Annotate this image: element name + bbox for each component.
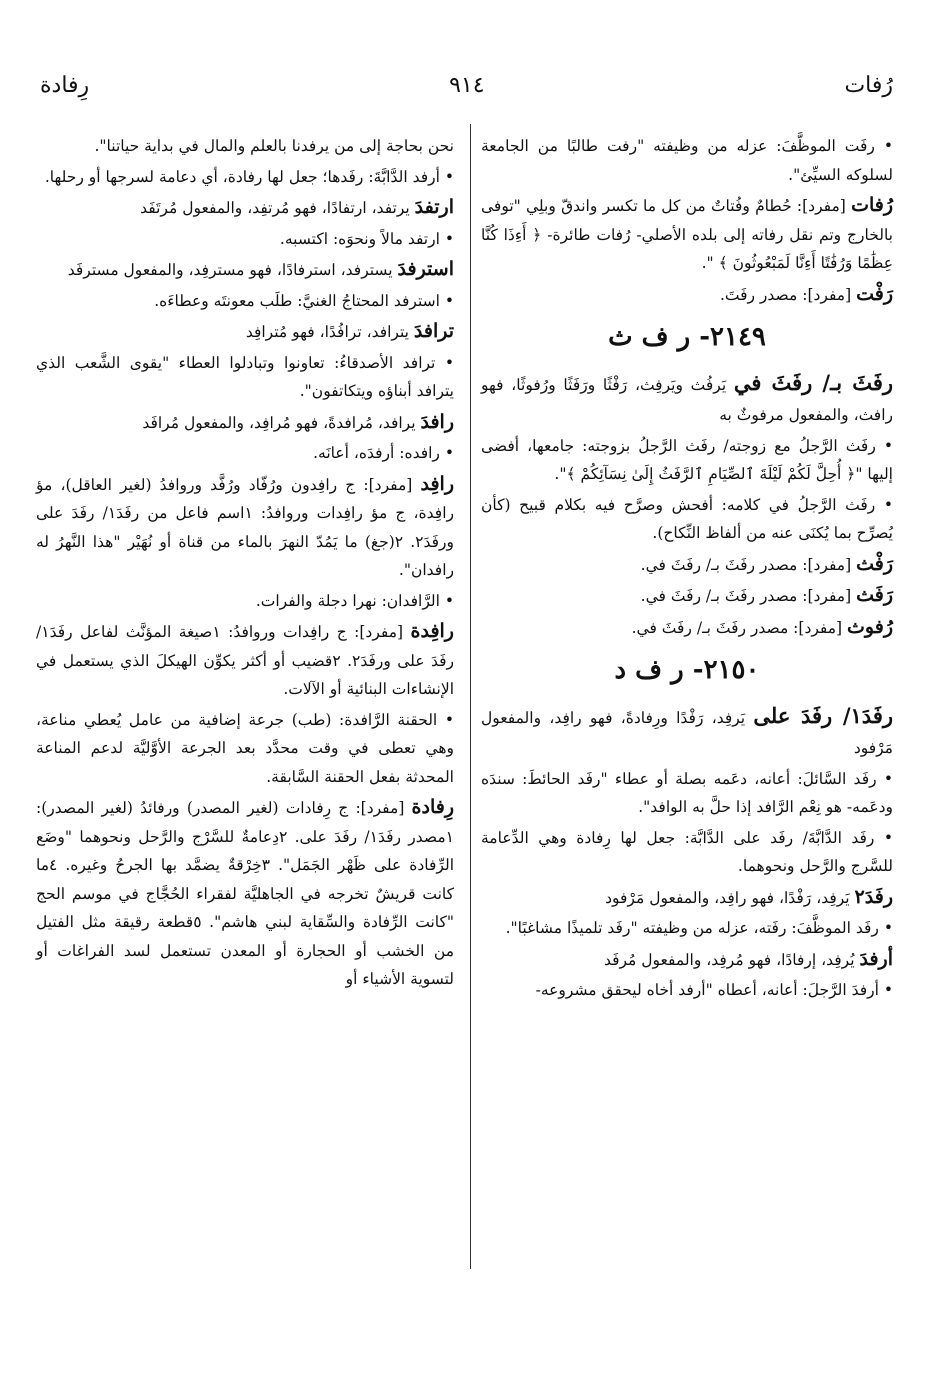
dictionary-entry (481, 883, 893, 913)
entry-definition: يَرفِد، رَفْدًا ورِفادةً، فهو رافِد، والمفعول مَرْفود (481, 709, 893, 757)
dictionary-entry (481, 550, 893, 580)
usage-example: • رفَد السَّائلَ: أعانه، دعَمه بصلة أو عطاء "رفَد الحائطَ: سندَه ودعَمه- هو نِعْم الرَّافد إذا حلَّ به الوافد". (481, 765, 893, 822)
dictionary-entry (481, 280, 893, 310)
entry-headword: رافِد (420, 472, 454, 495)
entry-definition: يترافد، ترافُدًا، فهو مُترافِد (245, 323, 414, 341)
entry-definition: يَرفُث ويَرفِث، رَفْثًا ورَفَثًا ورُفوثًا، فهو رافث، والمفعول مرفوثٌ به (481, 376, 893, 424)
entry-definition: [مفرد]: ج رِفادات (لغير المصدر) ورفائدُ (لغير المصدر): ١مصدر رفَدَ١/ رفَدَ على. ٢دِعامةٌ للسَّرْج والرَّحل ونحوهما "وضَع الرِّفادة على ظَهْر الجَمَل". ٣خِرْقةٌ يضمَّد بها الجرحُ وغيره. ٤ما كانت قريشٌ تخرجه في الجاهليَّة لفقراء الحُجَّاج في موسم الحج "كانت الرِّفادة والسِّقاية لبني هاشم". ٥قطعة رقيقة مثل الفتيل من الخشب أو الحجارة أو المعدن تستعمل لسد الفراغات أو لتسوية الأشياء أو (36, 799, 454, 988)
dictionary-entry (36, 470, 454, 585)
entry-definition: [مفرد]: حُطامٌ وفُتاتٌ من كل ما تكسر واندقّ وبلِي "توفى بالخارج وتم نقل رفاته إلى بلده الأصلي- رُفات طائرة- ﴿ أَءِذَا كُنَّا عِظَٰمًا وَرُفَٰتًا أَءِنَّا لَمَبْعُوثُونَ ﴾ ". (481, 197, 893, 272)
entry-headword: رافدَ (420, 410, 454, 433)
entry-headword: ارتفدَ (414, 196, 454, 218)
usage-example: • رفَد الدَّابَّةَ/ رفَد على الدَّابَّة: جعل لها رِفادة وهي الدِّعامة للسَّرج والرَّحل ونحوهما. (481, 824, 893, 881)
guide-word-first: رُفات (844, 72, 893, 98)
column-divider (470, 124, 471, 1269)
page-number: ٩١٤ (449, 72, 485, 98)
entry-definition: [مفرد]: مصدر رفَثَ بـ/ رفَثَ في. (640, 587, 857, 605)
page-header (40, 60, 893, 110)
guide-word-last: رِفادة (40, 72, 90, 98)
usage-example: • أرفد الدَّابَّةَ: رفَدها؛ جعل لها رفادة، أي دعامة لسرجها أو رحلها. (36, 163, 454, 192)
dictionary-entry (36, 317, 454, 347)
entry-definition: [مفرد]: ج رافِدون ورُفّاد ورُفَّد وروافدُ (لغير العاقل)، مؤ رافِدة، ج مؤ رافِدات وروافدُ: ١اسم فاعل من رفَدَ١/ رفَدَ على ورفَدَ٢. ٢(جغ) ما يَمُدّ النهرَ بالماء من قناة أو نُهَيْر "هذا النَّهرُ له رافدان". (36, 475, 454, 579)
entry-headword: رَفْت (856, 282, 893, 305)
dictionary-entry (36, 408, 454, 438)
dictionary-entry (481, 191, 893, 278)
right-column (481, 132, 893, 1007)
dictionary-entry (36, 255, 454, 285)
usage-example: • أرفدَ الرَّجلَ: أعانه، أعطاه "أرفد أخاه ليحقق مشروعه- (481, 976, 893, 1005)
left-column (36, 132, 454, 996)
continuation-text: نحن بحاجة إلى من يرفدنا بالعلم والمال في بداية حياتنا". (94, 137, 454, 155)
usage-example: • رفَد الموظَّفَ: رفَته، عزله من وظيفته "رفَد تلميذًا مشاغبًا". (481, 914, 893, 943)
dictionary-entry (481, 945, 893, 975)
entry-headword: استرفدَ (397, 258, 454, 280)
dictionary-entry (36, 193, 454, 223)
dictionary-entry (481, 365, 893, 430)
entry-definition: يُرفِد، إرفادًا، فهو مُرفِد، والمفعول مُرفَد (603, 950, 860, 969)
usage-example: • رفَث الرَّجلُ مع زوجته/ رفَث الرَّجلُ بزوجته: جامعها، أفضى إليها "﴿ أُحِلَّ لَكُمْ لَيْلَةَ ٱلصِّيَامِ ٱلرَّفَثُ إِلَىٰ نِسَآئِكُمْ ﴾". (481, 432, 893, 489)
entry-headword: ترافدَ (413, 320, 454, 342)
entry-headword: أرفدَ (859, 947, 893, 970)
usage-example: • ترافد الأصدقاءُ: تعاونوا وتبادلوا العطاء "يقوى الشَّعب الذي يترافد أبناؤه ويتكاتفون". (36, 349, 454, 406)
dictionary-entry (481, 613, 893, 643)
entry-headword: رفَدَ٢ (854, 885, 893, 908)
entry-definition: [مفرد]: مصدر رفَثَ بـ/ رفَثَ في. (640, 555, 857, 574)
entry-headword: رُفات (851, 194, 893, 216)
entry-definition: يرافد، مُرافدةً، فهو مُرافِد، والمفعول مُرافَد (142, 413, 421, 432)
entry-headword: رفَثَ بـ/ رفَثَ في (733, 370, 893, 395)
entry-definition: [مفرد]: مصدر رفَثَ بـ/ رفَثَ في. (631, 618, 848, 637)
entry-headword: رفَدَ١/ رفَدَ على (753, 703, 893, 728)
entry-definition: [مفرد]: ج رافِدات وروافدُ: ١صيغة المؤنَّث لفاعل رفَدَ١/ رفَدَ على ورفَدَ٢. ٢قضيب أو أكثر يكوِّن الهيكلَ الذي يستعمل في الإنشاءات البنائية أو الآلات. (36, 623, 455, 698)
entry-definition: [مفرد]: مصدر رفَتَ. (719, 285, 857, 304)
usage-example: • ارتفد مالاً ونحوَه: اكتسبه. (36, 225, 454, 254)
entry-headword: رَفَث (856, 584, 893, 606)
usage-example: • رفَث الرَّجلُ في كلامه: أفحش وصرَّح فيه بكلام قبيح (كأن يُصرِّح بما يُكنَى عنه من ألفاظ النِّكاح). (481, 491, 893, 548)
entry-definition: يسترفد، استرفادًا، فهو مسترفِد، والمفعول مسترفَد (67, 261, 398, 279)
entry-headword: رُفوث (847, 615, 893, 638)
dictionary-entry (36, 793, 454, 994)
dictionary-entry (481, 581, 893, 611)
usage-example: • الحقنة الرَّافدة: (طب) جرعة إضافية من عامل يُعطي مناعة، وهي تعطى في وقت محدَّد بعد الجرعة الأوَّليَّة لدعم المناعة المحدثة بفعل الحقنة السَّابقة. (36, 706, 454, 792)
usage-example: • رفَت الموظَّفَ: عزله من وظيفته "رفت طالبًا من الجامعة لسلوكه السيِّئ". (481, 132, 893, 189)
usage-example: • استرفد المحتاجُ الغنيَّ: طلَب معونتَه وعطاءَه. (36, 287, 454, 316)
entry-headword: رَفْث (856, 552, 893, 575)
entry-headword: رِفادة (411, 796, 454, 818)
root-heading: ٢١٥٠- ر ف د (614, 655, 760, 685)
dictionary-entry (36, 617, 454, 704)
root-heading: ٢١٤٩- ر ف ث (608, 322, 766, 352)
usage-example: • رافده: أرفدَه، أعانَه. (36, 439, 454, 468)
entry-headword: رافِدة (410, 620, 454, 642)
usage-example: • الرَّافدان: نهرا دجلة والفرات. (36, 587, 454, 616)
entry-definition: يَرفِد، رَفْدًا، فهو رافِد، والمفعول مَرْفود (605, 888, 855, 907)
entry-definition: يرتفد، ارتفادًا، فهو مُرتفِد، والمفعول مُرتَفَد (140, 199, 415, 217)
dictionary-entry (481, 698, 893, 763)
